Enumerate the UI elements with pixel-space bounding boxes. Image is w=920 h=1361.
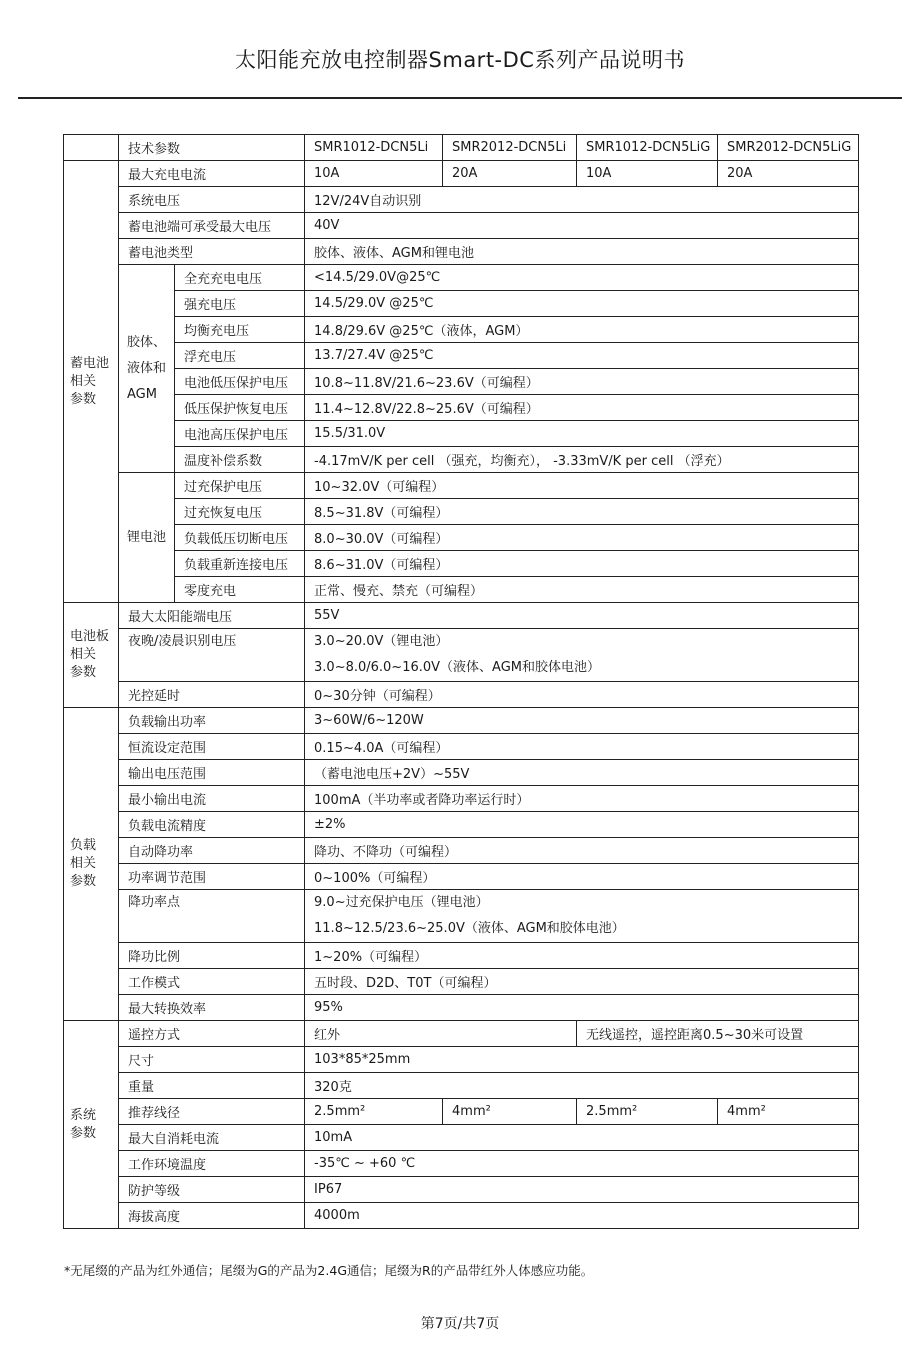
row-label: 自动降功率 bbox=[119, 838, 305, 864]
table-row bbox=[64, 1177, 859, 1203]
row-value: 1~20%（可编程） bbox=[305, 943, 859, 969]
footnote: *无尾缀的产品为红外通信；尾缀为G的产品为2.4G通信；尾缀为R的产品带红外人体感应功能。 bbox=[64, 1263, 594, 1278]
table-row bbox=[64, 838, 859, 864]
row-value: 100mA（半功率或者降功率运行时） bbox=[305, 786, 859, 812]
table-row bbox=[64, 1099, 859, 1125]
row-value: 正常、慢充、禁充（可编程） bbox=[305, 577, 859, 603]
header-divider bbox=[18, 97, 902, 99]
row-label: 海拔高度 bbox=[119, 1203, 305, 1229]
row-label: 浮充电压 bbox=[175, 343, 305, 369]
row-value: 0~100%（可编程） bbox=[305, 864, 859, 890]
table-row bbox=[64, 551, 859, 577]
row-label: 最大转换效率 bbox=[119, 995, 305, 1021]
row-value: 10~32.0V（可编程） bbox=[305, 473, 859, 499]
table-row bbox=[64, 708, 859, 734]
row-value: 0~30分钟（可编程） bbox=[305, 682, 859, 708]
row-label: 夜晚/凌晨识别电压 bbox=[128, 634, 237, 649]
row-value: 降功、不降功（可编程） bbox=[305, 838, 859, 864]
row-value: 五时段、D2D、T0T（可编程） bbox=[305, 969, 859, 995]
row-value: <14.5/29.0V@25℃ bbox=[305, 265, 859, 291]
row-value: 8.5~31.8V（可编程） bbox=[305, 499, 859, 525]
row-label: 过充恢复电压 bbox=[175, 499, 305, 525]
section-label-load: 负载 相关 参数 bbox=[64, 708, 119, 1021]
row-label: 负载低压切断电压 bbox=[175, 525, 305, 551]
section-label-system: 系统 参数 bbox=[64, 1021, 119, 1229]
row-value-cell bbox=[305, 890, 859, 943]
row-value: 14.5/29.0V @25℃ bbox=[305, 291, 859, 317]
row-label: 恒流设定范围 bbox=[119, 734, 305, 760]
table-row bbox=[64, 760, 859, 786]
row-value: 95% bbox=[305, 995, 859, 1021]
table-row bbox=[64, 473, 859, 499]
row-value: -35℃ ~ +60 ℃ bbox=[305, 1151, 859, 1177]
row-label-cell bbox=[119, 890, 305, 943]
row-label: 全充充电电压 bbox=[175, 265, 305, 291]
row-label-cell bbox=[119, 629, 305, 682]
table-row bbox=[64, 1047, 859, 1073]
row-label: 最大自消耗电流 bbox=[119, 1125, 305, 1151]
table-row bbox=[64, 1203, 859, 1229]
row-value: 无线遥控，遥控距离0.5~30米可设置 bbox=[577, 1021, 859, 1047]
table-row bbox=[64, 161, 859, 187]
row-value: 15.5/31.0V bbox=[305, 421, 859, 447]
group-label-agm: 胶体、 液体和 AGM bbox=[119, 265, 175, 473]
row-value: 103*85*25mm bbox=[305, 1047, 859, 1073]
row-label: 功率调节范围 bbox=[119, 864, 305, 890]
table-row bbox=[64, 1073, 859, 1099]
table-row bbox=[64, 890, 859, 943]
model-header: SMR2012-DCN5LiG bbox=[718, 135, 859, 161]
row-value: 2.5mm² bbox=[305, 1099, 443, 1125]
table-row bbox=[64, 864, 859, 890]
model-header: SMR1012-DCN5LiG bbox=[577, 135, 718, 161]
table-row bbox=[64, 343, 859, 369]
row-label: 光控延时 bbox=[119, 682, 305, 708]
table-row bbox=[64, 629, 859, 682]
section-label-panel: 电池板 相关 参数 bbox=[64, 603, 119, 708]
row-label: 蓄电池端可承受最大电压 bbox=[119, 213, 305, 239]
row-label: 温度补偿系数 bbox=[175, 447, 305, 473]
row-label: 负载电流精度 bbox=[119, 812, 305, 838]
row-value: -4.17mV/K per cell （强充，均衡充）， -3.33mV/K per cell （浮充） bbox=[305, 447, 859, 473]
header-label: 技术参数 bbox=[119, 135, 305, 161]
row-label: 过充保护电压 bbox=[175, 473, 305, 499]
table-row bbox=[64, 812, 859, 838]
row-value: 20A bbox=[718, 161, 859, 187]
table-header-row bbox=[64, 135, 859, 161]
table-row bbox=[64, 734, 859, 760]
group-label-lithium: 锂电池 bbox=[119, 473, 175, 603]
table-row bbox=[64, 525, 859, 551]
row-label: 重量 bbox=[119, 1073, 305, 1099]
table-row bbox=[64, 213, 859, 239]
model-header: SMR1012-DCN5Li bbox=[305, 135, 443, 161]
row-label: 系统电压 bbox=[119, 187, 305, 213]
row-label: 负载输出功率 bbox=[119, 708, 305, 734]
row-value: 8.0~30.0V（可编程） bbox=[305, 525, 859, 551]
table-row bbox=[64, 969, 859, 995]
section-label-battery: 蓄电池 相关 参数 bbox=[64, 161, 119, 603]
row-label: 最大太阳能端电压 bbox=[119, 603, 305, 629]
row-label: 蓄电池类型 bbox=[119, 239, 305, 265]
row-value: 10A bbox=[577, 161, 718, 187]
row-label: 低压保护恢复电压 bbox=[175, 395, 305, 421]
row-label: 工作环境温度 bbox=[119, 1151, 305, 1177]
row-label: 强充电压 bbox=[175, 291, 305, 317]
table-row bbox=[64, 421, 859, 447]
row-label: 降功比例 bbox=[119, 943, 305, 969]
row-value: 10.8~11.8V/21.6~23.6V（可编程） bbox=[305, 369, 859, 395]
row-label: 输出电压范围 bbox=[119, 760, 305, 786]
table-row bbox=[64, 291, 859, 317]
row-value: 胶体、液体、AGM和锂电池 bbox=[305, 239, 859, 265]
row-value: 12V/24V自动识别 bbox=[305, 187, 859, 213]
row-label: 降功率点 bbox=[128, 895, 181, 910]
table-row bbox=[64, 317, 859, 343]
row-label: 防护等级 bbox=[119, 1177, 305, 1203]
row-value: 4mm² bbox=[718, 1099, 859, 1125]
row-value: 10A bbox=[305, 161, 443, 187]
table-row bbox=[64, 603, 859, 629]
row-value: 20A bbox=[443, 161, 577, 187]
table-row bbox=[64, 369, 859, 395]
table-row bbox=[64, 1125, 859, 1151]
row-value-line2: 3.0~8.0/6.0~16.0V（液体、AGM和胶体电池） bbox=[314, 660, 600, 675]
row-value: 13.7/27.4V @25℃ bbox=[305, 343, 859, 369]
table-row bbox=[64, 1151, 859, 1177]
row-label: 最小输出电流 bbox=[119, 786, 305, 812]
row-value: ±2% bbox=[305, 812, 859, 838]
spec-table bbox=[63, 134, 859, 1229]
table-row bbox=[64, 395, 859, 421]
row-label: 工作模式 bbox=[119, 969, 305, 995]
row-value: 10mA bbox=[305, 1125, 859, 1151]
table-row bbox=[64, 187, 859, 213]
row-value: 40V bbox=[305, 213, 859, 239]
row-value: 3~60W/6~120W bbox=[305, 708, 859, 734]
row-value: 4000m bbox=[305, 1203, 859, 1229]
row-value-cell bbox=[305, 629, 859, 682]
row-value: 14.8/29.6V @25℃（液体，AGM） bbox=[305, 317, 859, 343]
row-label: 负载重新连接电压 bbox=[175, 551, 305, 577]
row-value: 0.15~4.0A（可编程） bbox=[305, 734, 859, 760]
row-label: 电池低压保护电压 bbox=[175, 369, 305, 395]
row-value-line2: 11.8~12.5/23.6~25.0V（液体、AGM和胶体电池） bbox=[314, 921, 625, 936]
row-value: 55V bbox=[305, 603, 859, 629]
document-title: 太阳能充放电控制器Smart-DC系列产品说明书 bbox=[235, 48, 685, 72]
row-value: （蓄电池电压+2V）~55V bbox=[305, 760, 859, 786]
table-row bbox=[64, 447, 859, 473]
table-row bbox=[64, 239, 859, 265]
row-value: 9.0~过充保护电压（锂电池） bbox=[314, 895, 489, 910]
table-row bbox=[64, 682, 859, 708]
table-row bbox=[64, 499, 859, 525]
row-value: 3.0~20.0V（锂电池） bbox=[314, 634, 449, 649]
row-value: 4mm² bbox=[443, 1099, 577, 1125]
table-row bbox=[64, 995, 859, 1021]
table-row bbox=[64, 786, 859, 812]
page-number: 第7页/共7页 bbox=[420, 1316, 500, 1332]
table-row bbox=[64, 577, 859, 603]
table-row bbox=[64, 265, 859, 291]
row-label: 电池高压保护电压 bbox=[175, 421, 305, 447]
row-label: 最大充电电流 bbox=[119, 161, 305, 187]
row-value: IP67 bbox=[305, 1177, 859, 1203]
empty-corner-cell bbox=[64, 135, 119, 161]
row-value: 2.5mm² bbox=[577, 1099, 718, 1125]
row-label: 尺寸 bbox=[119, 1047, 305, 1073]
row-label: 遥控方式 bbox=[119, 1021, 305, 1047]
model-header: SMR2012-DCN5Li bbox=[443, 135, 577, 161]
table-row bbox=[64, 943, 859, 969]
table-row bbox=[64, 1021, 859, 1047]
row-value: 8.6~31.0V（可编程） bbox=[305, 551, 859, 577]
row-label: 零度充电 bbox=[175, 577, 305, 603]
row-value: 320克 bbox=[305, 1073, 859, 1099]
row-value: 11.4~12.8V/22.8~25.6V（可编程） bbox=[305, 395, 859, 421]
row-value: 红外 bbox=[305, 1021, 577, 1047]
row-label: 推荐线径 bbox=[119, 1099, 305, 1125]
row-label: 均衡充电压 bbox=[175, 317, 305, 343]
